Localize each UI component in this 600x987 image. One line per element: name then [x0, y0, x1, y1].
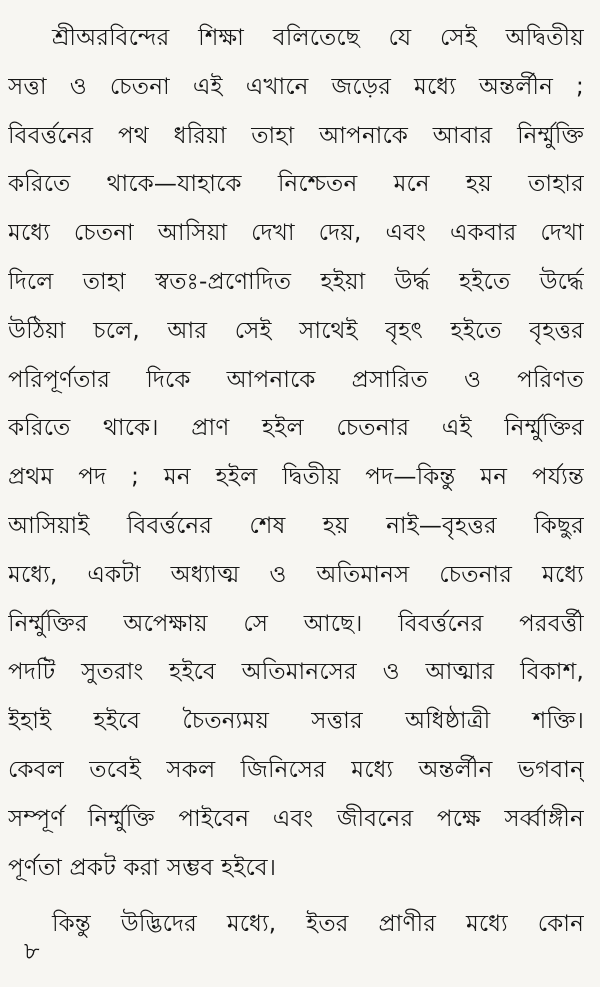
text-line: বিবর্ত্তনের পথ ধরিয়া তাহা আপনাকে আবার নির্ম্মুক্তি [8, 122, 584, 149]
text-line: উঠিয়া চলে, আর সেই সাথেই বৃহৎ হইতে বৃহত্তর [8, 317, 584, 344]
text-line: মধ্যে, একটা অধ্যাত্ম ও অতিমানস চেতনার মধ্যে [8, 561, 584, 588]
text-line: সত্তা ও চেতনা এই এখানে জড়ের মধ্যে অন্তর্লীন ; [8, 73, 584, 100]
text-line: কেবল তবেই সকল জিনিসের মধ্যে অন্তর্লীন ভগবান্ [8, 756, 584, 783]
text-line: সম্পূর্ণ নির্ম্মুক্তি পাইবেন এবং জীবনের পক্ষে সর্ব্বাঙ্গীন [8, 805, 584, 832]
text-line: নির্ম্মুক্তির অপেক্ষায় সে আছে। বিবর্ত্তনের পরবর্ত্তী [8, 610, 584, 637]
text-line: পূর্ণতা প্রকট করা সম্ভব হইবে। [8, 854, 277, 881]
text-line: কিন্তু উদ্ভিদের মধ্যে, ইতর প্রাণীর মধ্যে কোন [52, 911, 584, 938]
text-line: করিতে থাকে—যাহাকে নিশ্চেতন মনে হয় তাহার [8, 171, 584, 198]
page-number: ৮ [24, 937, 40, 965]
text-line: করিতে থাকে। প্রাণ হইল চেতনার এই নির্ম্মুক্তির [8, 415, 584, 442]
text-line: দিলে তাহা স্বতঃ-প্রণোদিত হইয়া উর্দ্ধ হইতে উর্দ্ধে [8, 268, 584, 295]
text-line: ইহাই হইবে চৈতন্যময় সত্তার অধিষ্ঠাত্রী শক্তি। [8, 708, 584, 735]
text-line: আসিয়াই বিবর্ত্তনের শেষ হয় নাই—বৃহত্তর কিছুর [8, 512, 584, 539]
text-line: শ্রীঅরবিন্দের শিক্ষা বলিতেছে যে সেই অদ্বিতীয় [52, 25, 584, 51]
text-line: প্রথম পদ ; মন হইল দ্বিতীয় পদ—কিন্তু মন পর্য্যন্ত [8, 464, 584, 491]
text-line: পদটি সুতরাং হইবে অতিমানসের ও আত্মার বিকাশ, [8, 659, 584, 686]
text-line: পরিপূর্ণতার দিকে আপনাকে প্রসারিত ও পরিণত [8, 366, 584, 393]
text-line: মধ্যে চেতনা আসিয়া দেখা দেয়, এবং একবার দেখা [8, 220, 584, 247]
body-text [8, 14, 584, 949]
